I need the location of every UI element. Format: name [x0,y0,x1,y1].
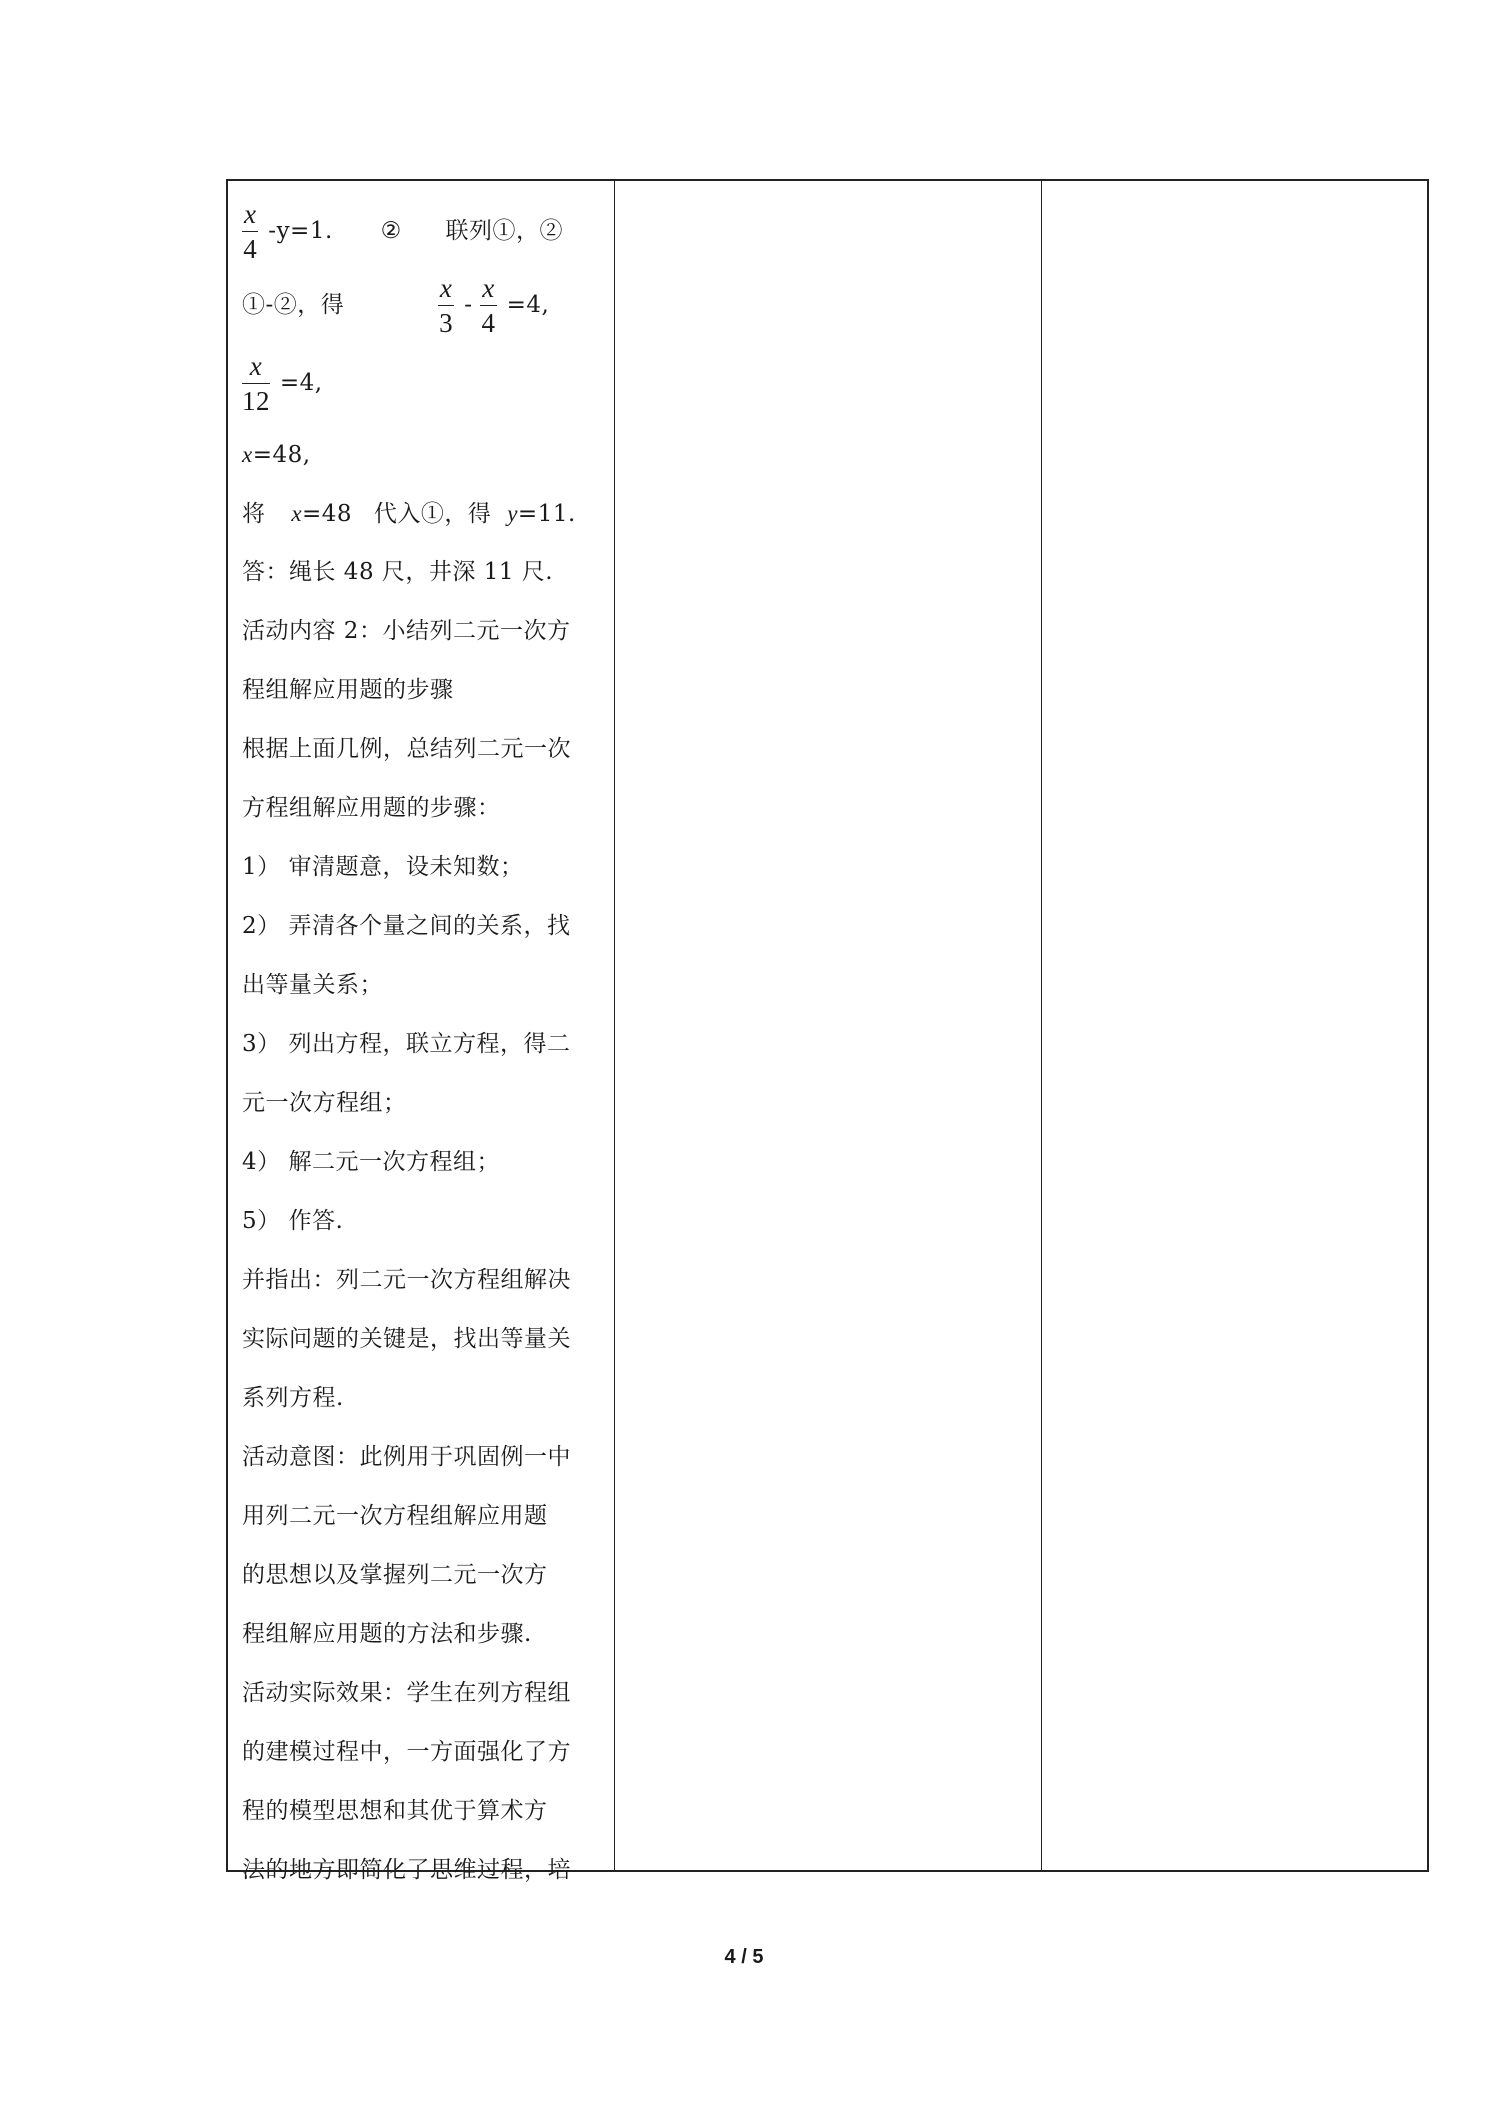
text-line: 活动内容 2：小结列二元一次方 [242,618,571,644]
fraction-x-over-3 [438,275,454,337]
x-value-text: =48, [252,442,311,468]
variable-x: x [291,501,303,526]
fraction-x-over-4-b [480,275,496,337]
substitute-value: =48 [302,501,353,527]
text-line: 系列方程. [242,1385,344,1411]
equation-text: -y=1. [268,218,333,244]
x-value-line [242,425,311,485]
text-line: 5） 作答. [242,1208,344,1234]
substitute-line [242,484,576,544]
text-line: 出等量关系； [242,972,383,998]
fraction-numerator: x [480,275,496,306]
variable-x: x [242,442,253,467]
text-line: 的思想以及掌握列二元一次方 [242,1562,548,1588]
text-line: 1） 审清题意，设未知数； [242,854,524,880]
text-line: 程的模型思想和其优于算术方 [242,1798,548,1824]
text-line: 的建模过程中，一方面强化了方 [242,1739,571,1765]
fraction-x-over-12 [242,353,270,415]
text-line: 活动意图：此例用于巩固例一中 [242,1444,571,1470]
fraction-x-over-4 [242,201,258,263]
substitute-text: 代入①，得 [373,501,492,527]
text-line: 并指出：列二元一次方程组解决 [242,1267,571,1293]
text-line: 2） 弄清各个量之间的关系，找 [242,913,571,939]
text-line: 活动实际效果：学生在列方程组 [242,1680,571,1706]
combine-text: 联列①，② [445,218,564,244]
column-divider-2 [1041,181,1042,1870]
equation-2-line [242,201,563,263]
minus-sign: - [464,292,473,318]
fraction-denominator: 12 [242,386,270,416]
lesson-table [226,179,1429,1883]
text-line: 根据上面几例，总结列二元一次 [242,736,571,762]
text-line: 方程组解应用题的步骤： [242,795,501,821]
text-line: 元一次方程组； [242,1090,407,1116]
text-line: 实际问题的关键是，找出等量关 [242,1326,571,1352]
answer-line: 答：绳长 48 尺，井深 11 尺. [242,559,554,585]
right-cell [1043,181,1427,1870]
variable-y: y [507,501,518,526]
text-line: 用列二元一次方程组解应用题 [242,1503,548,1529]
subtract-text: ①-②，得 [242,292,345,318]
fraction-numerator: x [242,353,270,384]
equation-text: =4, [279,370,323,396]
equation-marker: ② [380,218,402,244]
text-line: 3） 列出方程，联立方程，得二 [242,1031,571,1057]
equation-text: =4, [506,292,550,318]
substitute-value: =11. [517,501,576,527]
text-line: 程组解应用题的步骤 [242,677,454,703]
text-line: 4） 解二元一次方程组； [242,1149,500,1175]
middle-cell [616,181,1040,1870]
subtract-line [242,275,549,337]
simplify-line [242,353,323,415]
text-line: 程组解应用题的方法和步骤. [242,1621,532,1647]
column-divider-1 [614,181,615,1870]
fraction-numerator: x [242,201,258,232]
fraction-denominator: 4 [481,308,496,338]
text-line: 法的地方即简化了思维过程，培 [242,1857,571,1883]
substitute-text: 将 [242,501,266,527]
page-number: 4 / 5 [724,1946,764,1968]
fraction-denominator: 3 [439,308,454,338]
fraction-numerator: x [438,275,454,306]
fraction-denominator: 4 [243,234,258,264]
